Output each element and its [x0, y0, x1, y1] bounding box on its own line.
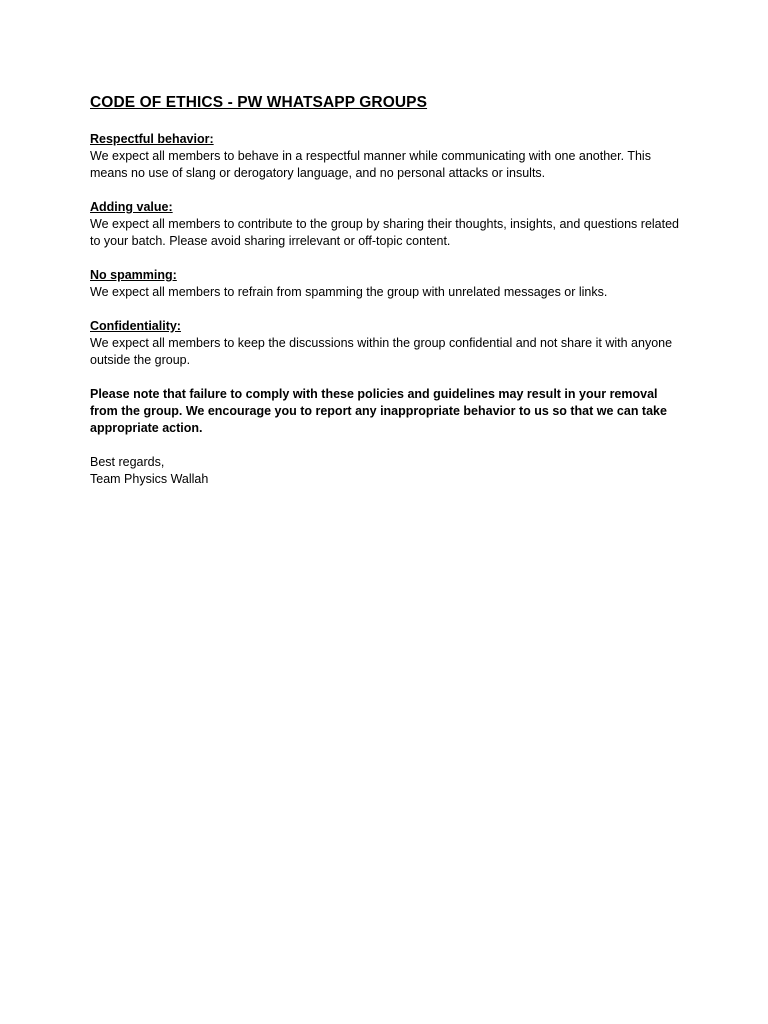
compliance-notice: Please note that failure to comply with these policies and guidelines may result in your removal from the group. We encourage you to report any inappropriate behavior to us so that we can take appropriate action. — [90, 387, 667, 435]
section-respectful-behavior — [90, 131, 678, 182]
document-title: CODE OF ETHICS - PW WHATSAPP GROUPS — [90, 94, 428, 111]
section-heading: Respectful behavior: — [90, 132, 214, 146]
section-heading: Adding value: — [90, 200, 173, 214]
section-no-spamming — [90, 267, 678, 301]
section-body: We expect all members to refrain from spamming the group with unrelated messages or links. — [90, 285, 608, 299]
section-heading: No spamming: — [90, 268, 177, 282]
closing-line: Best regards, — [90, 455, 165, 469]
signature: Team Physics Wallah — [90, 472, 209, 486]
section-confidentiality — [90, 318, 678, 369]
section-body: We expect all members to behave in a respectful manner while communicating with one another. This means no use of slang or derogatory language, and no personal attacks or insults. — [90, 149, 651, 180]
section-body: We expect all members to keep the discussions within the group confidential and not share it with anyone outside the group. — [90, 336, 673, 367]
section-heading: Confidentiality: — [90, 319, 181, 333]
section-adding-value — [90, 199, 678, 250]
section-body: We expect all members to contribute to the group by sharing their thoughts, insights, and questions related to your batch. Please avoid sharing irrelevant or off-topic content. — [90, 217, 679, 248]
